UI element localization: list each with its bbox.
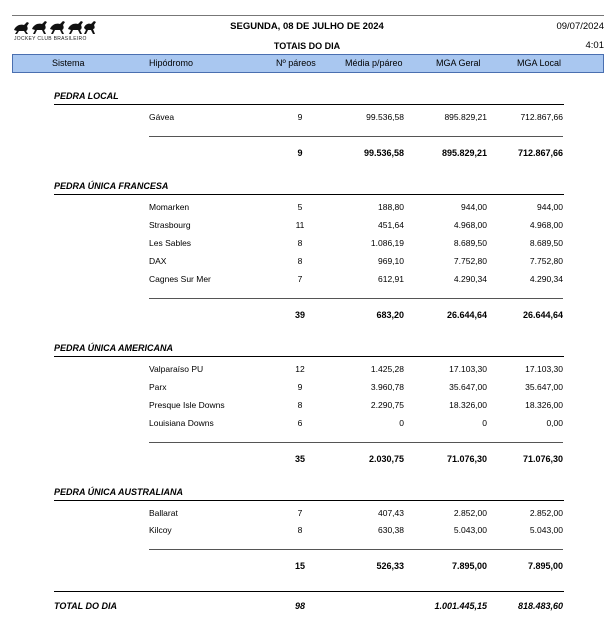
row-mga-geral: 944,00 (461, 202, 487, 212)
row-mga-local: 17.103,30 (525, 364, 563, 374)
grand-total-mga-local: 818.483,60 (517, 601, 563, 611)
total-pareos: 39 (294, 310, 305, 320)
row-mga-geral: 4.968,00 (453, 220, 487, 230)
row-mga-local: 8.689,50 (529, 238, 563, 248)
row-mga-geral: 8.689,50 (453, 238, 487, 248)
row-mga-local: 35.647,00 (525, 382, 563, 392)
row-mga-geral: 4.290,34 (453, 274, 487, 284)
total-mga-local: 26.644,64 (522, 310, 563, 320)
row-mga-local: 0,00 (546, 418, 563, 428)
row-hipodromo: Ballarat (149, 508, 178, 518)
row-mga-geral: 0 (482, 418, 487, 428)
row-media: 451,64 (378, 220, 404, 230)
row-pareos: 8 (297, 256, 303, 266)
total-mga-geral: 7.895,00 (451, 561, 487, 571)
section-title: PEDRA LOCAL (54, 91, 119, 101)
row-mga-geral: 7.752,80 (453, 256, 487, 266)
row-mga-geral: 2.852,00 (453, 508, 487, 518)
row-media: 407,43 (378, 508, 404, 518)
row-media: 969,10 (378, 256, 404, 266)
section-title: PEDRA ÚNICA AUSTRALIANA (54, 487, 183, 497)
row-mga-geral: 35.647,00 (449, 382, 487, 392)
row-pareos: 8 (297, 238, 303, 248)
total-media: 2.030,75 (368, 454, 404, 464)
row-media: 630,38 (378, 525, 404, 535)
subtotal-rule (149, 298, 563, 299)
row-hipodromo: Les Sables (149, 238, 192, 248)
total-mga-geral: 895.829,21 (441, 148, 487, 158)
subtotal-rule (149, 549, 563, 550)
row-hipodromo: Parx (149, 382, 167, 392)
report-title: SEGUNDA, 08 DE JULHO DE 2024 (230, 21, 384, 32)
row-media: 0 (399, 418, 404, 428)
row-hipodromo: Cagnes Sur Mer (149, 274, 211, 284)
row-pareos: 11 (295, 220, 305, 230)
row-hipodromo: Momarken (149, 202, 190, 212)
top-rule (12, 15, 604, 16)
subtotal-rule (149, 136, 563, 137)
row-hipodromo: Louisiana Downs (149, 418, 214, 428)
total-mga-local: 7.895,00 (527, 561, 563, 571)
row-mga-local: 18.326,00 (525, 400, 563, 410)
row-media: 3.960,78 (370, 382, 404, 392)
row-pareos: 5 (297, 202, 303, 212)
col-sistema: Sistema (52, 58, 85, 68)
section-rule (54, 500, 564, 501)
total-mga-geral: 71.076,30 (446, 454, 487, 464)
row-pareos: 9 (297, 382, 303, 392)
total-mga-geral: 26.644,64 (446, 310, 487, 320)
col-mga-geral: MGA Geral (436, 58, 481, 68)
row-media: 99.536,58 (366, 112, 404, 122)
section-rule (54, 194, 564, 195)
row-hipodromo: Gávea (149, 112, 175, 122)
row-mga-local: 2.852,00 (529, 508, 563, 518)
total-mga-local: 71.076,30 (522, 454, 563, 464)
total-media: 99.536,58 (363, 148, 404, 158)
grand-total-pareos: 98 (294, 601, 305, 611)
row-hipodromo: Kilcoy (149, 525, 172, 535)
row-media: 612,91 (378, 274, 404, 284)
row-mga-local: 7.752,80 (529, 256, 563, 266)
section-rule (54, 356, 564, 357)
grand-total-label: TOTAL DO DIA (54, 601, 117, 611)
col-pareos: Nº páreos (276, 58, 316, 68)
row-mga-local: 5.043,00 (529, 525, 563, 535)
col-mga-local: MGA Local (517, 58, 562, 68)
total-media: 526,33 (376, 561, 404, 571)
total-pareos: 35 (294, 454, 305, 464)
row-media: 1.086,19 (370, 238, 404, 248)
report-time: 4:01 (585, 40, 604, 51)
row-pareos: 8 (297, 525, 303, 535)
row-pareos: 6 (297, 418, 303, 428)
row-hipodromo: DAX (149, 256, 167, 266)
row-mga-geral: 895.829,21 (444, 112, 487, 122)
row-pareos: 7 (297, 508, 303, 518)
col-media: Média p/páreo (345, 58, 403, 68)
report-subtitle: TOTAIS DO DIA (273, 41, 341, 51)
row-mga-local: 712.867,66 (520, 112, 563, 122)
row-media: 1.425,28 (370, 364, 404, 374)
total-pareos: 9 (297, 148, 303, 158)
row-pareos: 7 (297, 274, 303, 284)
total-mga-local: 712.867,66 (517, 148, 563, 158)
col-hipodromo: Hipódromo (149, 58, 194, 68)
row-media: 188,80 (378, 202, 404, 212)
row-pareos: 12 (295, 364, 305, 374)
report-date: 09/07/2024 (556, 21, 604, 32)
row-mga-geral: 18.326,00 (449, 400, 487, 410)
row-pareos: 8 (297, 400, 303, 410)
section-title: PEDRA ÚNICA FRANCESA (54, 181, 169, 191)
row-mga-geral: 17.103,30 (449, 364, 487, 374)
row-mga-geral: 5.043,00 (453, 525, 487, 535)
section-title: PEDRA ÚNICA AMERICANA (54, 343, 173, 353)
logo-text: JOCKEY CLUB BRASILEIRO (14, 36, 87, 42)
row-pareos: 9 (297, 112, 303, 122)
total-media: 683,20 (376, 310, 404, 320)
row-mga-local: 4.290,34 (529, 274, 563, 284)
section-rule (54, 104, 564, 105)
grand-total-rule (54, 591, 564, 592)
subtotal-rule (149, 442, 563, 443)
row-hipodromo: Strasbourg (149, 220, 191, 230)
row-media: 2.290,75 (370, 400, 404, 410)
total-pareos: 15 (294, 561, 305, 571)
grand-total-mga-geral: 1.001.445,15 (434, 601, 487, 611)
row-mga-local: 944,00 (537, 202, 563, 212)
row-hipodromo: Valparaíso PU (149, 364, 204, 374)
row-hipodromo: Presque Isle Downs (149, 400, 225, 410)
row-mga-local: 4.968,00 (529, 220, 563, 230)
